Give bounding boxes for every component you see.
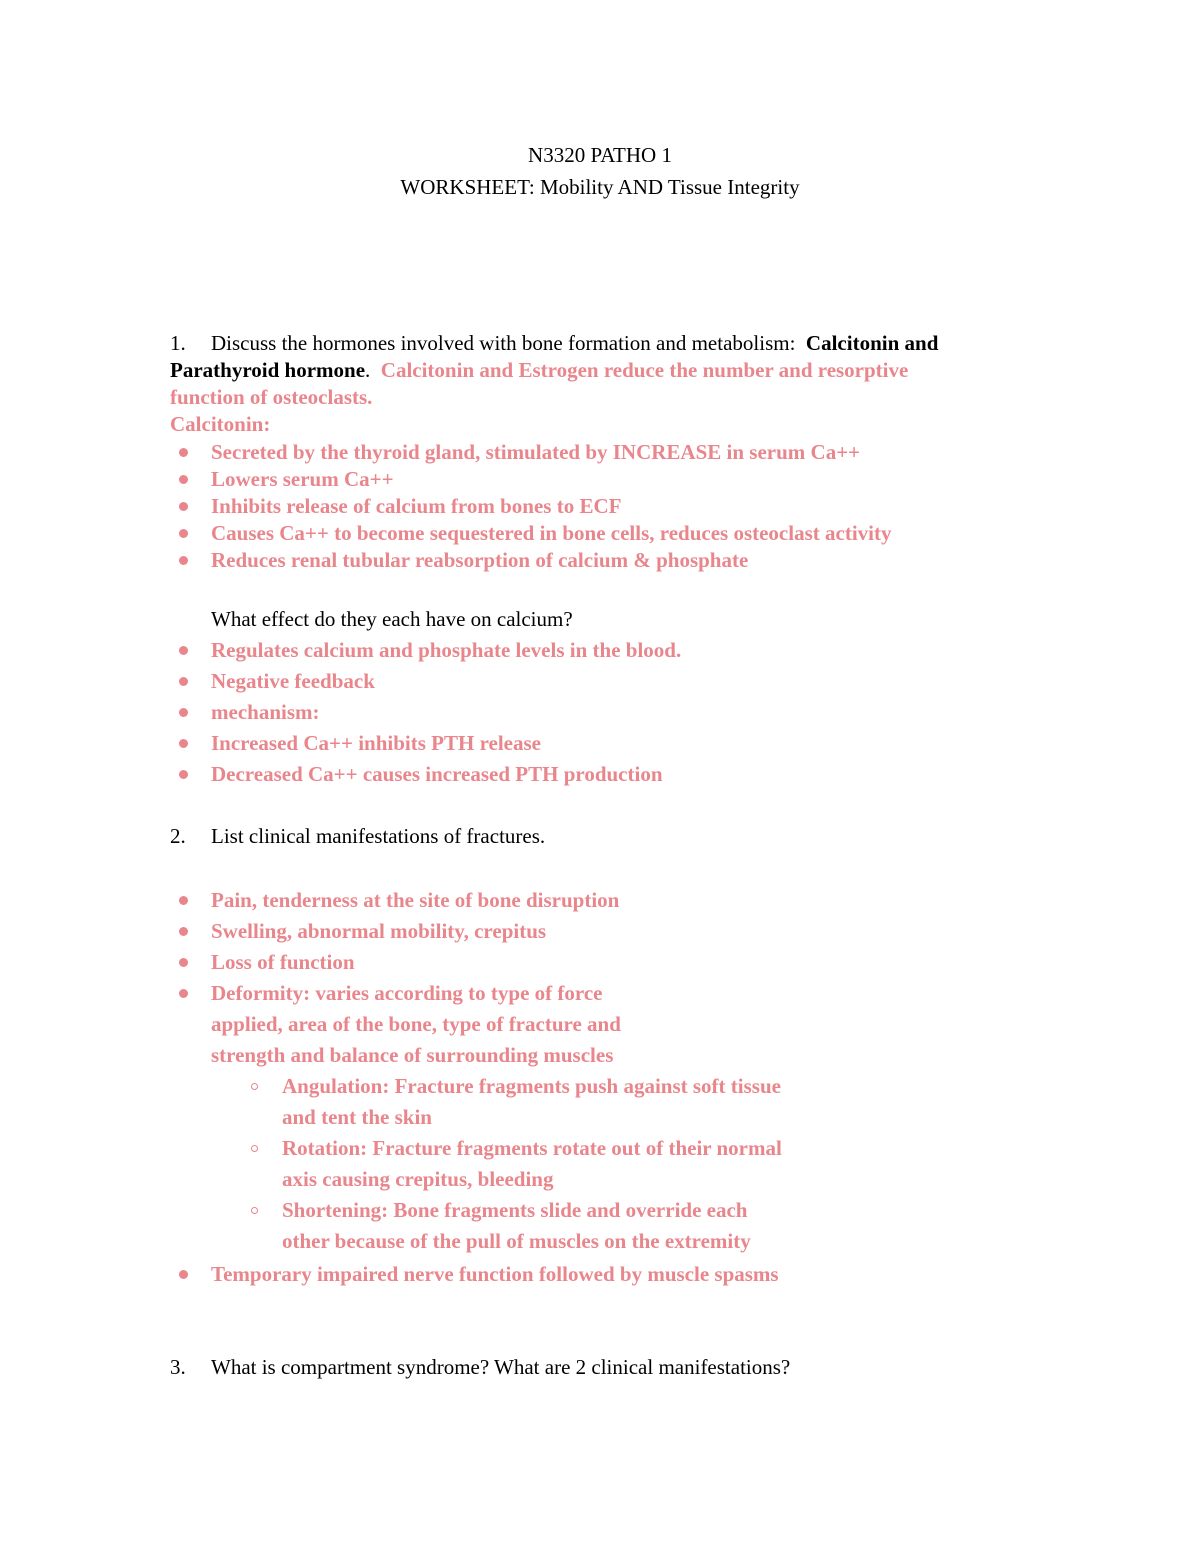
calcitonin-item: Reduces renal tubular reabsorption of calcium & phosphate bbox=[211, 548, 749, 572]
q1-period: . bbox=[365, 358, 371, 382]
bullet-icon bbox=[179, 677, 188, 686]
bullet-icon bbox=[179, 448, 188, 457]
deformity-sub-item: Rotation: Fracture fragments rotate out of their normal bbox=[282, 1136, 782, 1160]
effect-item: Regulates calcium and phosphate levels in the blood. bbox=[211, 638, 682, 662]
q1-bold-a: Calcitonin and bbox=[805, 331, 939, 355]
deformity-sub-item: Angulation: Fracture fragments push against soft tissue bbox=[282, 1074, 781, 1098]
q1-line2 bbox=[170, 357, 908, 383]
q1-subquestion: What effect do they each have on calcium? bbox=[211, 607, 573, 631]
bullet-icon bbox=[179, 770, 188, 779]
deformity-continuation: applied, area of the bone, type of fracture and bbox=[211, 1012, 621, 1036]
q3-number: 3. bbox=[170, 1355, 186, 1379]
deformity-sub-item-cont: and tent the skin bbox=[282, 1105, 432, 1129]
fracture-item: Temporary impaired nerve function followed by muscle spasms bbox=[211, 1262, 779, 1286]
fracture-item: Pain, tenderness at the site of bone disruption bbox=[211, 888, 620, 912]
calcitonin-item: Causes Ca++ to become sequestered in bone cells, reduces osteoclast activity bbox=[211, 521, 892, 545]
worksheet-title: WORKSHEET: Mobility AND Tissue Integrity bbox=[400, 175, 800, 199]
q1-number: 1. bbox=[170, 331, 186, 355]
effect-item: Negative feedback bbox=[211, 669, 375, 693]
bullet-icon bbox=[179, 896, 188, 905]
effect-item: Decreased Ca++ causes increased PTH production bbox=[211, 762, 663, 786]
q3-text: What is compartment syndrome? What are 2 clinical manifestations? bbox=[211, 1355, 791, 1379]
deformity-sub-item-cont: axis causing crepitus, bleeding bbox=[282, 1167, 554, 1191]
q2-number: 2. bbox=[170, 824, 186, 848]
calcitonin-item: Inhibits release of calcium from bones to ECF bbox=[211, 494, 622, 518]
effect-item: mechanism: bbox=[211, 700, 320, 724]
bullet-icon bbox=[179, 989, 188, 998]
fracture-item: Swelling, abnormal mobility, crepitus bbox=[211, 919, 547, 943]
course-title: N3320 PATHO 1 bbox=[528, 143, 672, 167]
q1-text: Discuss the hormones involved with bone formation and metabolism: bbox=[211, 331, 796, 355]
calcitonin-item: Secreted by the thyroid gland, stimulated by INCREASE in serum Ca++ bbox=[211, 440, 861, 464]
bullet-icon bbox=[179, 1270, 188, 1279]
bullet-icon bbox=[179, 958, 188, 967]
fracture-item: Deformity: varies according to type of force bbox=[211, 981, 603, 1005]
circle-bullet-icon bbox=[251, 1207, 258, 1214]
effect-item: Increased Ca++ inhibits PTH release bbox=[211, 731, 541, 755]
q2-text: List clinical manifestations of fractures. bbox=[211, 824, 546, 848]
calcitonin-item: Lowers serum Ca++ bbox=[211, 467, 394, 491]
fracture-item: Loss of function bbox=[211, 950, 355, 974]
bullet-icon bbox=[179, 708, 188, 717]
calcitonin-heading: Calcitonin: bbox=[170, 412, 271, 436]
q1-line1 bbox=[211, 330, 938, 356]
deformity-sub-item: Shortening: Bone fragments slide and override each bbox=[282, 1198, 748, 1222]
bullet-icon bbox=[179, 646, 188, 655]
q1-answer-b: function of osteoclasts. bbox=[170, 385, 373, 409]
circle-bullet-icon bbox=[251, 1145, 258, 1152]
bullet-icon bbox=[179, 556, 188, 565]
deformity-sub-item-cont: other because of the pull of muscles on the extremity bbox=[282, 1229, 751, 1253]
bullet-icon bbox=[179, 927, 188, 936]
bullet-icon bbox=[179, 739, 188, 748]
bullet-icon bbox=[179, 502, 188, 511]
circle-bullet-icon bbox=[251, 1083, 258, 1090]
q1-answer-a: Calcitonin and Estrogen reduce the number and resorptive bbox=[380, 358, 909, 382]
q1-bold-b: Parathyroid hormone bbox=[170, 358, 366, 382]
bullet-icon bbox=[179, 475, 188, 484]
bullet-icon bbox=[179, 529, 188, 538]
deformity-continuation: strength and balance of surrounding muscles bbox=[211, 1043, 614, 1067]
